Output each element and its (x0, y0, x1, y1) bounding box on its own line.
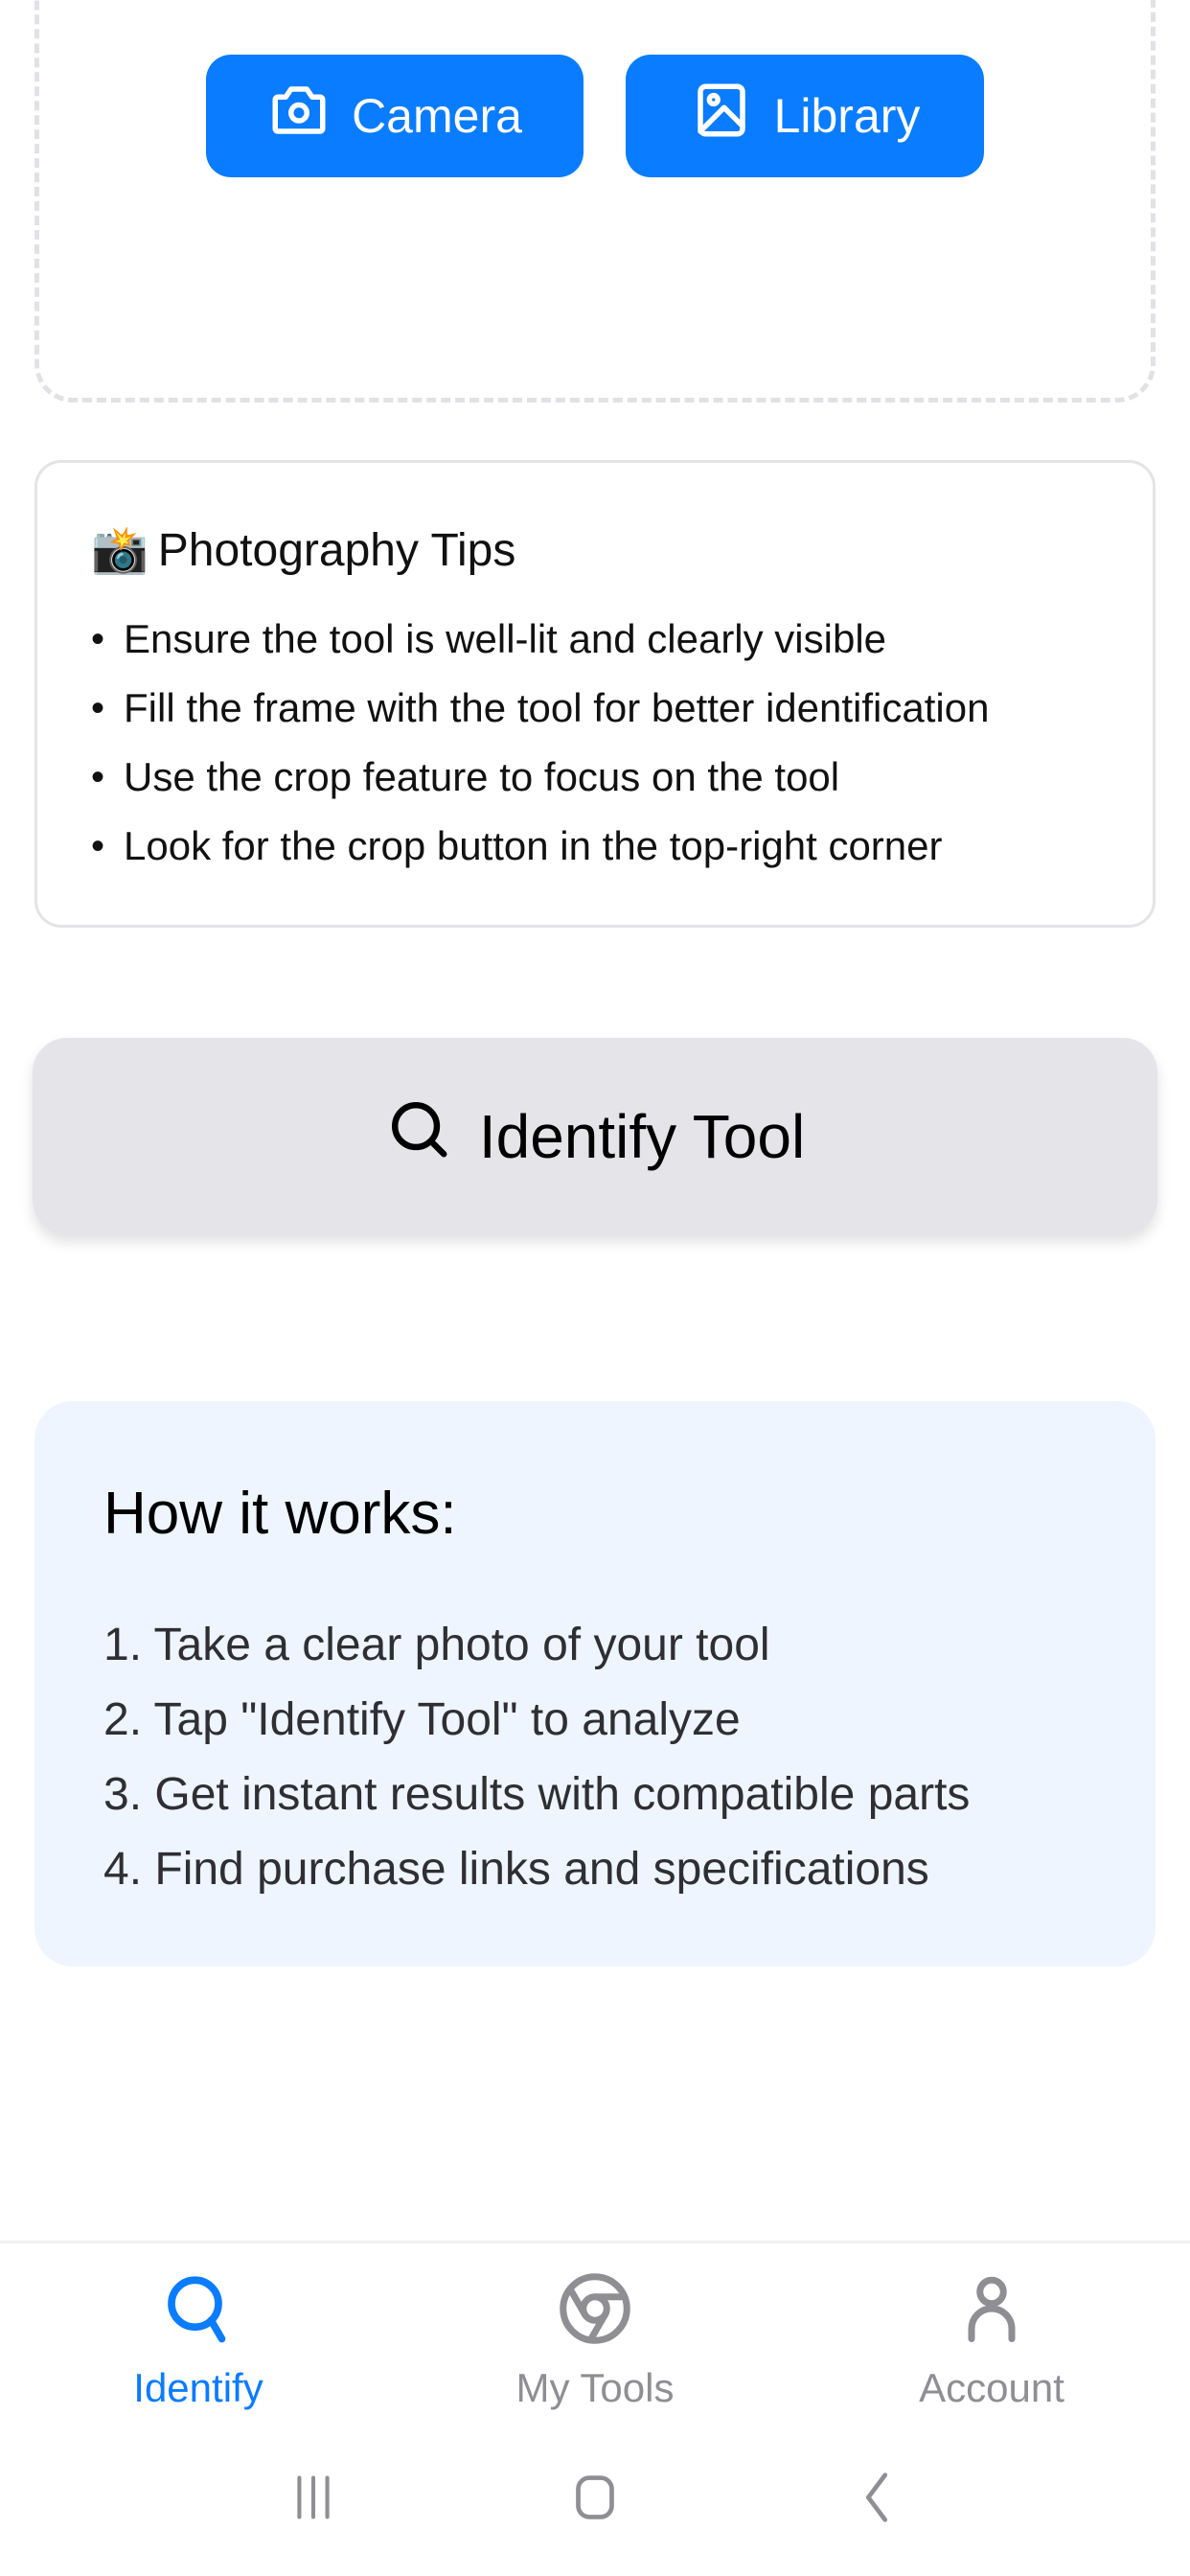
back-button[interactable] (829, 2461, 925, 2538)
tip-item: • Fill the frame with the tool for better identification (91, 674, 1153, 743)
bullet-icon: • (91, 825, 105, 867)
tab-label: Identify (133, 2365, 263, 2410)
camera-button[interactable] (206, 55, 584, 177)
system-navigation-bar (0, 2423, 1190, 2576)
how-it-works-steps (103, 1608, 1156, 1907)
tips-list (91, 605, 1153, 881)
step-item: 4. Find purchase links and specifications (103, 1844, 929, 1895)
how-it-works-title: How it works: (103, 1481, 457, 1547)
person-icon (951, 2268, 1032, 2354)
search-icon (385, 1095, 452, 1177)
tip-item: • Ensure the tool is well-lit and clearly visible (91, 605, 1153, 674)
tab-label: My Tools (515, 2365, 675, 2410)
step-item: 1. Take a clear photo of your tool (103, 1620, 770, 1670)
step-item: 2. Tap "Identify Tool" to analyze (103, 1694, 741, 1745)
camera-button-label: Camera (352, 89, 522, 143)
tab-identify[interactable] (0, 2243, 397, 2423)
how-it-works-card (34, 1401, 1156, 1966)
tips-title: Photography Tips (157, 525, 516, 576)
tip-item: • Use the crop feature to focus on the tool (91, 743, 1153, 812)
bullet-icon: • (91, 618, 105, 660)
identify-tool-button[interactable] (33, 1038, 1157, 1234)
upload-buttons (39, 55, 1151, 177)
bullet-icon: • (91, 756, 105, 798)
back-chevron-icon (843, 2464, 910, 2536)
bullet-icon: • (91, 687, 105, 729)
identify-tool-label: Identify Tool (478, 1101, 806, 1171)
tips-header (91, 520, 1153, 582)
recent-apps-icon (280, 2464, 347, 2536)
tab-account[interactable] (793, 2243, 1190, 2423)
library-button-label: Library (773, 89, 921, 143)
photo-upload-card (34, 0, 1156, 402)
tab-my-tools[interactable] (397, 2243, 793, 2423)
camera-flash-icon: 📸 (91, 525, 149, 576)
camera-icon (267, 79, 331, 153)
chrome-icon (555, 2268, 635, 2354)
home-button[interactable] (547, 2461, 643, 2538)
photography-tips-card (34, 460, 1156, 928)
bottom-tab-bar (0, 2241, 1190, 2423)
search-icon (158, 2268, 239, 2354)
image-icon (690, 79, 753, 153)
library-button[interactable] (626, 55, 984, 177)
step-item: 3. Get instant results with compatible parts (103, 1769, 971, 1820)
tab-label: Account (919, 2365, 1064, 2410)
tip-item: • Look for the crop button in the top-right corner (91, 812, 1153, 881)
home-icon (561, 2464, 629, 2536)
recent-apps-button[interactable] (265, 2461, 361, 2538)
